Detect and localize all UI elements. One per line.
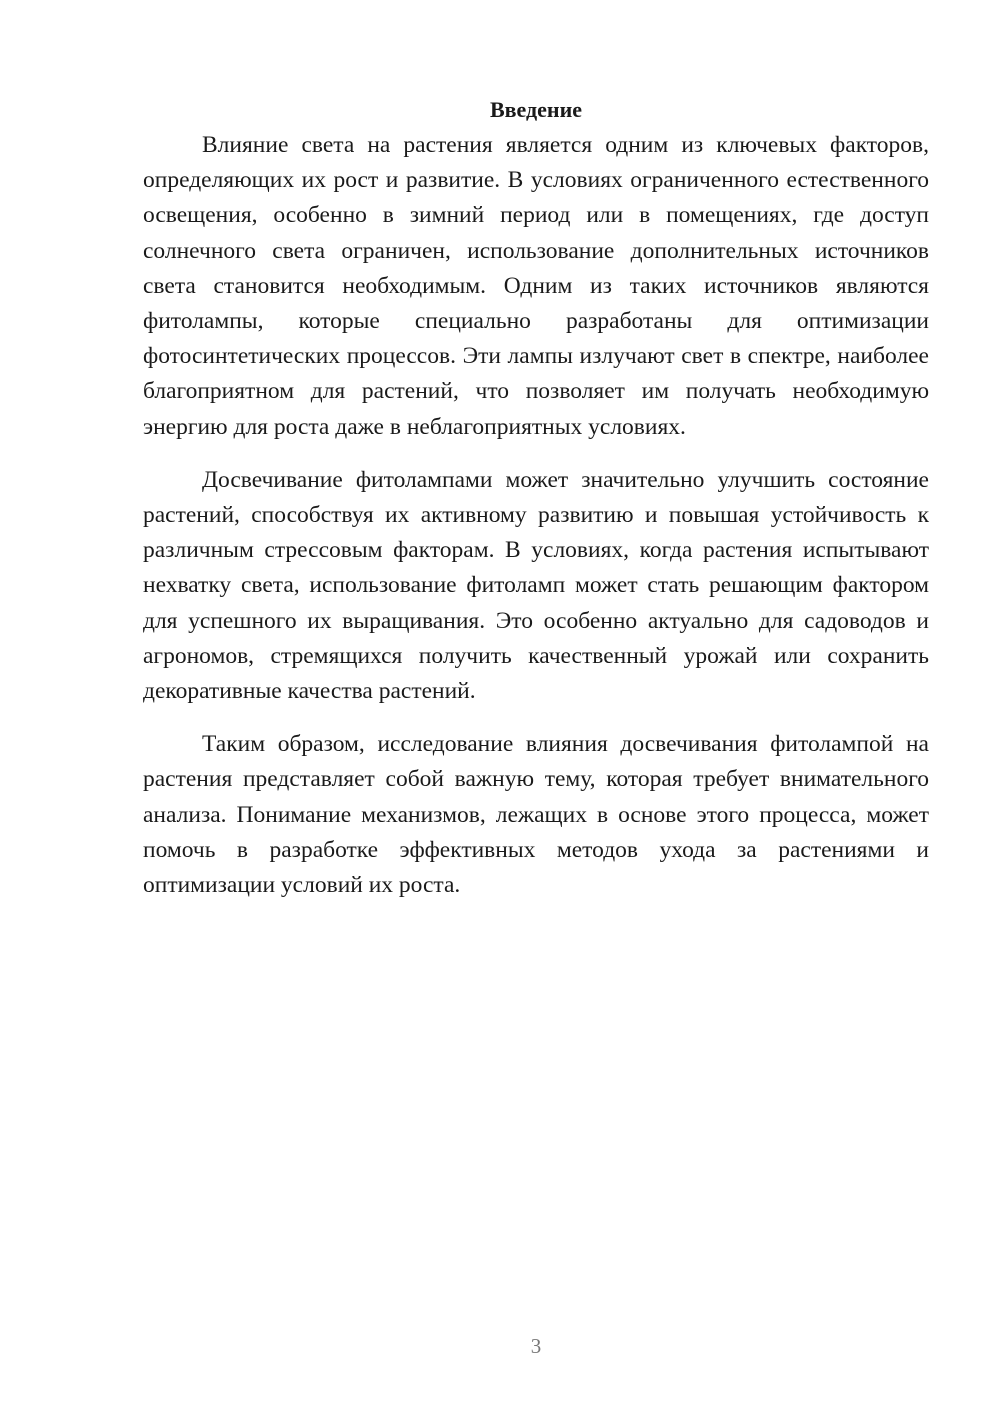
section-heading: Введение [489, 97, 583, 122]
paragraph-3: Таким образом, исследование влияния досвечивания фитолампой на растения представляет собой важную тему, которая требует внимательного анализа. Понимание механизмов, лежащих в основе этого процесса, может помочь в разработке эффективных методов ухода за растениями и оптимизации условий их роста. [143, 731, 929, 899]
paragraph-1: Влияние света на растения является одним из ключевых факторов, определяющих их рост и развитие. В условиях ограниченного естественного освещения, особенно в зимний период или в помещениях, где доступ солнечного света ограничен, использование дополнительных источников света становится необходимым. Одним из таких источников являются фитолампы, которые специально разработаны для оптимизации фотосинтетических процессов. Эти лампы излучают свет в спектре, наиболее благоприятном для растений, что позволяет им получать необходимую энергию для роста даже в неблагоприятных условиях. [143, 132, 929, 440]
paragraph-2: Досвечивание фитолампами может значительно улучшить состояние растений, способствуя их активному развитию и повышая устойчивость к различным стрессовым факторам. В условиях, когда растения испытывают нехватку света, использование фитоламп может стать решающим фактором для успешного их выращивания. Это особенно актуально для садоводов и агрономов, стремящихся получить качественный урожай или сохранить декоративные качества растений. [143, 466, 929, 705]
page-number: 3 [530, 1334, 542, 1358]
page-body [143, 92, 929, 903]
